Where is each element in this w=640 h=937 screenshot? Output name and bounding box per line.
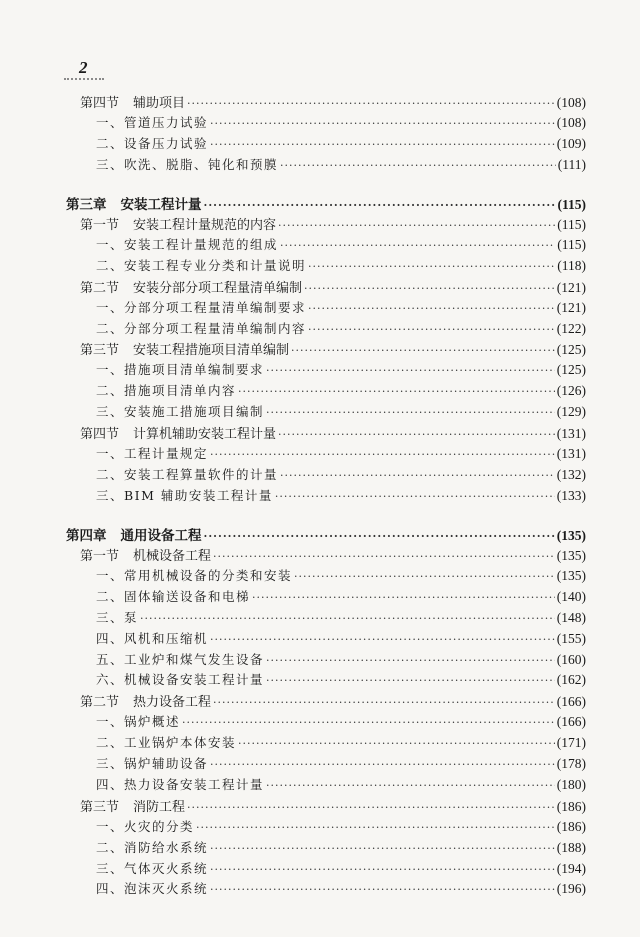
toc-item-title: 三、气体灭火系统 bbox=[96, 860, 209, 876]
toc-item bbox=[96, 381, 586, 401]
toc-chapter-number: 第四章 bbox=[66, 528, 107, 545]
toc-item bbox=[96, 733, 586, 753]
dot-leader bbox=[210, 863, 555, 876]
toc-page-ref: (135) bbox=[556, 567, 586, 583]
toc-section-number: 第一节 bbox=[80, 218, 120, 233]
toc-section-number: 第四节 bbox=[80, 427, 120, 442]
dot-leader bbox=[280, 159, 556, 172]
toc-page-ref: (178) bbox=[556, 756, 586, 771]
toc-page-ref: (121) bbox=[556, 299, 586, 315]
toc-item-title: 二、固体输送设备和电梯 bbox=[96, 588, 251, 604]
dot-leader bbox=[238, 737, 555, 750]
toc-page-ref: (109) bbox=[556, 135, 586, 151]
toc-item bbox=[96, 256, 586, 276]
dot-leader bbox=[213, 696, 555, 709]
toc-section bbox=[80, 796, 586, 816]
dot-leader bbox=[238, 385, 555, 398]
dot-leader bbox=[280, 239, 555, 252]
toc-item bbox=[96, 838, 586, 858]
toc-item bbox=[96, 298, 586, 318]
toc-item-title: 二、安装工程专业分类和计量说明 bbox=[96, 257, 307, 273]
toc-page-ref: (148) bbox=[556, 609, 586, 625]
toc-item-title: 一、安装工程计量规范的组成 bbox=[96, 236, 279, 252]
toc-page-ref: (115) bbox=[557, 236, 586, 252]
toc-page-ref: (129) bbox=[556, 404, 586, 420]
toc-page-ref: (121) bbox=[556, 279, 586, 295]
toc-item-title: 三、安装施工措施项目编制 bbox=[96, 404, 265, 420]
dot-leader bbox=[213, 550, 555, 563]
toc-page-ref: (180) bbox=[556, 776, 586, 792]
dot-leader bbox=[278, 219, 555, 232]
dot-leader bbox=[210, 117, 555, 130]
dot-leader bbox=[304, 282, 555, 295]
dot-leader bbox=[210, 138, 555, 151]
toc-page-ref: (108) bbox=[556, 114, 586, 130]
toc-page-ref: (166) bbox=[556, 694, 586, 710]
toc-item-title: 五、工业炉和煤气发生设备 bbox=[96, 651, 265, 667]
toc-item-title: 一、分部分项工程量清单编制要求 bbox=[96, 299, 307, 315]
dot-leader bbox=[308, 302, 555, 315]
toc-item-title: 四、泡沫灭火系统 bbox=[96, 881, 209, 897]
toc-item-title: 三、BIM 辅助安装工程计量 bbox=[96, 487, 273, 503]
dot-leader bbox=[210, 842, 555, 855]
toc-item-title: 二、措施项目清单内容 bbox=[96, 383, 237, 399]
toc-item bbox=[96, 566, 586, 586]
toc-page-ref: (115) bbox=[557, 217, 586, 232]
dot-leader bbox=[291, 344, 555, 357]
dot-leader bbox=[294, 570, 555, 583]
toc-page-ref: (186) bbox=[556, 818, 586, 834]
toc-page-ref: (135) bbox=[556, 528, 586, 544]
toc-section bbox=[80, 92, 586, 112]
toc-section-title: 安装工程计量规范的内容 bbox=[133, 218, 277, 233]
toc-item bbox=[96, 360, 586, 380]
toc-item bbox=[96, 402, 586, 422]
toc-page-ref: (115) bbox=[557, 197, 586, 213]
toc-section-number: 第三节 bbox=[80, 799, 120, 815]
toc-item-title: 二、消防给水系统 bbox=[96, 839, 209, 855]
toc-item bbox=[96, 235, 586, 255]
toc-item-title: 二、分部分项工程量清单编制内容 bbox=[96, 320, 307, 336]
toc-item bbox=[96, 775, 586, 795]
toc-item bbox=[96, 712, 586, 732]
dot-leader bbox=[308, 260, 555, 273]
dot-leader bbox=[266, 654, 555, 667]
toc-section-title: 机械设备工程 bbox=[133, 549, 212, 564]
toc-item-title: 二、工业锅炉本体安装 bbox=[96, 735, 237, 751]
toc-item bbox=[96, 113, 586, 133]
toc-page-ref: (186) bbox=[556, 798, 586, 814]
toc-section-number: 第一节 bbox=[80, 549, 120, 564]
toc-page-ref: (125) bbox=[556, 362, 586, 378]
toc-page-ref: (194) bbox=[556, 860, 586, 876]
dot-leader bbox=[210, 448, 555, 461]
toc-page-ref: (162) bbox=[556, 672, 586, 688]
toc-page-ref: (125) bbox=[556, 342, 586, 358]
toc-section bbox=[80, 423, 586, 443]
dot-leader bbox=[210, 758, 555, 771]
toc-chapter bbox=[66, 524, 586, 544]
toc-item-title: 六、机械设备安装工程计量 bbox=[96, 672, 265, 688]
toc-page-ref: (196) bbox=[556, 881, 586, 897]
dot-leader bbox=[204, 199, 556, 212]
toc-section-title: 热力设备工程 bbox=[133, 695, 212, 711]
dot-leader bbox=[187, 97, 555, 110]
toc-item bbox=[96, 754, 586, 774]
toc-page-ref: (118) bbox=[557, 257, 586, 273]
toc-item-title: 四、热力设备安装工程计量 bbox=[96, 776, 265, 792]
toc-page-ref: (122) bbox=[556, 320, 586, 336]
dot-leader bbox=[140, 612, 555, 625]
toc-chapter bbox=[66, 193, 586, 213]
dot-leader bbox=[278, 428, 555, 441]
toc-page-ref: (131) bbox=[556, 426, 586, 441]
toc-section bbox=[80, 691, 586, 711]
toc-section-number: 第二节 bbox=[80, 695, 120, 711]
toc-section bbox=[80, 214, 586, 234]
toc-item-title: 一、锅炉概述 bbox=[96, 714, 181, 730]
dot-leader bbox=[210, 633, 555, 646]
dot-leader bbox=[196, 821, 555, 834]
toc-item bbox=[96, 859, 586, 879]
dot-leader bbox=[266, 406, 555, 419]
toc-item bbox=[96, 670, 586, 690]
toc-page-ref: (155) bbox=[556, 630, 586, 646]
dot-leader bbox=[266, 779, 555, 792]
toc-item-title: 三、泵 bbox=[96, 609, 139, 625]
toc-page-ref: (108) bbox=[556, 95, 586, 110]
toc-section-number: 第四节 bbox=[80, 96, 120, 111]
toc-section bbox=[80, 277, 586, 297]
toc-section bbox=[80, 339, 586, 359]
toc-item bbox=[96, 650, 586, 670]
toc-page-ref: (140) bbox=[556, 588, 586, 604]
toc-page-ref: (166) bbox=[556, 714, 586, 730]
toc-item-title: 三、吹洗、脱脂、钝化和预膜 bbox=[96, 156, 279, 172]
toc-section-number: 第三节 bbox=[80, 343, 120, 359]
toc-item bbox=[96, 629, 586, 649]
toc-item-title: 四、风机和压缩机 bbox=[96, 630, 209, 646]
dot-leader bbox=[266, 674, 555, 687]
toc-page-ref: (126) bbox=[556, 383, 586, 399]
page-number-rule bbox=[64, 78, 104, 80]
toc-item bbox=[96, 134, 586, 154]
toc-section-number: 第二节 bbox=[80, 280, 120, 296]
toc-item-title: 二、设备压力试验 bbox=[96, 135, 209, 151]
toc-section-title: 计算机辅助安装工程计量 bbox=[133, 427, 277, 442]
toc-page-ref: (132) bbox=[556, 466, 586, 482]
toc-page-ref: (160) bbox=[556, 651, 586, 667]
dot-leader bbox=[252, 591, 555, 604]
dot-leader bbox=[275, 490, 555, 503]
toc-section-title: 辅助项目 bbox=[133, 96, 186, 111]
dot-leader bbox=[182, 716, 555, 729]
toc-item bbox=[96, 817, 586, 837]
page-number: 2 bbox=[79, 58, 88, 77]
toc-item bbox=[96, 319, 586, 339]
toc-item bbox=[96, 155, 586, 175]
dot-leader bbox=[187, 801, 555, 814]
dot-leader bbox=[204, 530, 555, 543]
toc-page-ref: (111) bbox=[557, 156, 586, 172]
toc-item bbox=[96, 587, 586, 607]
toc-section-title: 安装分部分项工程量清单编制 bbox=[133, 280, 303, 296]
dot-leader bbox=[280, 469, 555, 482]
toc-page-ref: (188) bbox=[556, 839, 586, 855]
toc-chapter-number: 第三章 bbox=[66, 197, 107, 214]
dot-leader bbox=[308, 323, 555, 336]
toc-page-ref: (135) bbox=[556, 548, 586, 563]
toc-chapter-title: 通用设备工程 bbox=[120, 528, 202, 545]
toc-item-title: 一、火灾的分类 bbox=[96, 818, 195, 834]
toc-page-ref: (171) bbox=[556, 735, 586, 751]
toc-item-title: 一、管道压力试验 bbox=[96, 114, 209, 130]
toc-section bbox=[80, 545, 586, 565]
toc-item-title: 二、安装工程算量软件的计量 bbox=[96, 466, 279, 482]
toc-item bbox=[96, 465, 586, 485]
toc-item bbox=[96, 444, 586, 464]
toc-section-title: 安装工程措施项目清单编制 bbox=[133, 343, 290, 359]
toc-item-title: 三、锅炉辅助设备 bbox=[96, 756, 209, 771]
toc-section-title: 消防工程 bbox=[133, 799, 186, 815]
toc-page-ref: (133) bbox=[556, 487, 586, 503]
toc-chapter-title: 安装工程计量 bbox=[120, 197, 202, 214]
toc-item bbox=[96, 486, 586, 506]
toc-item bbox=[96, 608, 586, 628]
toc-item-title: 一、常用机械设备的分类和安装 bbox=[96, 567, 293, 583]
toc-item-title: 一、措施项目清单编制要求 bbox=[96, 362, 265, 378]
toc-item-title: 一、工程计量规定 bbox=[96, 445, 209, 461]
toc-item bbox=[96, 879, 586, 899]
dot-leader bbox=[210, 883, 555, 896]
toc-page-ref: (131) bbox=[556, 445, 586, 461]
dot-leader bbox=[266, 364, 555, 377]
